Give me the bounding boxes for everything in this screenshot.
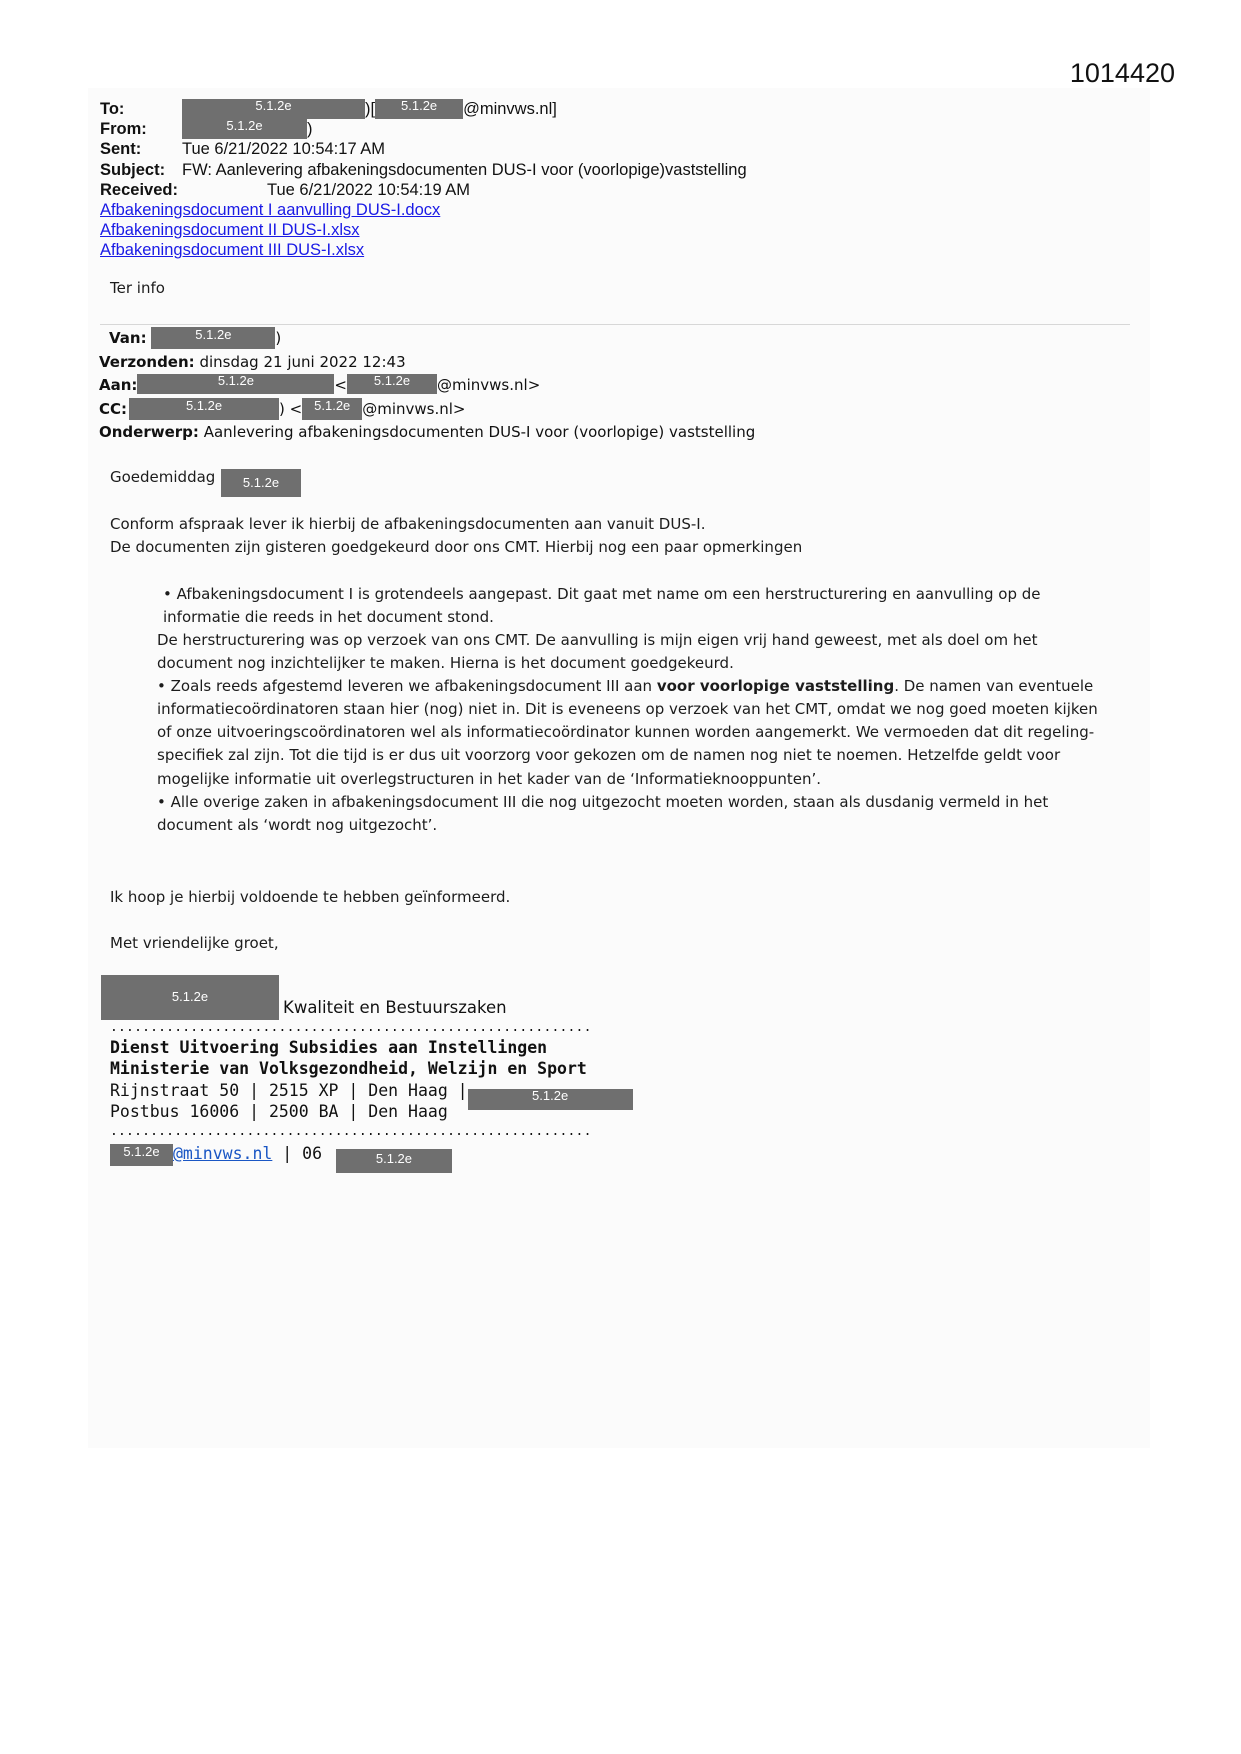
bullet-line: De herstructurering was op verzoek van ons CMT. De aanvulling is mijn eigen vrij hand geweest, met als doel om het [157, 631, 1038, 649]
onderwerp-label: Onderwerp: [99, 423, 199, 441]
bullet-line: mogelijke informatie uit overlegstructuren in het kader van de ‘Informatieknooppunten’. [157, 769, 821, 788]
divider [100, 324, 1130, 325]
signature-dots: ............................................................ [110, 1124, 592, 1139]
to-label: To: [100, 100, 125, 118]
verzonden-row [99, 351, 755, 375]
cc-label: CC: [99, 399, 128, 418]
attachment-link[interactable]: Afbakeningsdocument I aanvulling DUS-I.docx [100, 200, 441, 219]
van-close: ) [275, 329, 282, 347]
phone-prefix: | 06 [272, 1144, 323, 1163]
closing-line: Met vriendelijke groet, [110, 934, 279, 952]
bullet-line: document als ‘wordt nog uitgezocht’. [157, 815, 438, 834]
redaction-box: 5.1.2e [221, 469, 301, 497]
redaction-box: 5.1.2e [137, 374, 334, 394]
signature-department: Kwaliteit en Bestuurszaken [283, 998, 507, 1017]
from-close: ) [307, 120, 313, 139]
redaction-box: 5.1.2e [302, 398, 362, 420]
redaction-box: 5.1.2e [110, 1144, 173, 1166]
aan-lt: < [334, 376, 347, 394]
forwarded-header [99, 327, 755, 445]
signature-ministry: Ministerie van Volksgezondheid, Welzijn en Sport [110, 1059, 587, 1078]
redaction-box: 5.1.2e [151, 327, 275, 349]
sent-value: Tue 6/21/2022 10:54:17 AM [182, 140, 386, 159]
aan-label: Aan: [99, 376, 138, 394]
bullet-list-cont [157, 629, 1137, 837]
bullet-bold-text: voor voorlopige vaststelling [656, 677, 895, 696]
bullet-line: of onze uitvoeringscoördinatoren wel als informatiecoördinator kunnen worden aangemerkt. We vermoeden dat dit regeling- [157, 723, 1095, 742]
from-row [100, 119, 747, 139]
onderwerp-value: Aanlevering afbakeningsdocumenten DUS-I voor (voorlopige) vaststelling [203, 423, 756, 441]
to-row [100, 99, 747, 119]
aan-row [99, 374, 755, 398]
redaction-box: 5.1.2e [336, 1149, 452, 1173]
redaction-box: 5.1.2e [347, 374, 437, 394]
sent-label: Sent: [100, 140, 142, 159]
redaction-box: 5.1.2e [182, 99, 365, 119]
greeting: Goedemiddag [110, 468, 216, 486]
cc-domain: @minvws.nl> [362, 399, 466, 418]
bullet-line: • Alle overige zaken in afbakeningsdocument III die nog uitgezocht moeten worden, staan als dusdanig vermeld in het [157, 792, 1049, 811]
bullet-line: informatiecoördinatoren staan hier (nog) niet in. Dit is eveneens op verzoek van het CMT, omdat we nog goed moeten kijken [157, 700, 1098, 719]
document-number: 1014420 [1069, 58, 1175, 88]
signature-dots: ............................................................ [110, 1020, 592, 1035]
cc-row [99, 398, 755, 422]
bullet-line: informatie die reeds in het document stond. [163, 608, 494, 627]
aan-domain: @minvws.nl> [437, 376, 541, 394]
bullet-line: • Afbakeningsdocument I is grotendeels aangepast. Dit gaat met name om een herstructurering en aanvulling op de [163, 585, 1041, 603]
subject-label: Subject: [100, 160, 166, 179]
signature-postbus: Postbus 16006 | 2500 BA | Den Haag [110, 1102, 448, 1121]
bullet-text: . De namen van eventuele [894, 677, 1094, 696]
onderwerp-row [99, 421, 755, 445]
to-separator: )[ [365, 100, 376, 118]
verzonden-label: Verzonden: [99, 352, 195, 371]
sent-row [100, 139, 747, 159]
redaction-box: 5.1.2e [182, 119, 307, 139]
from-label: From: [100, 120, 147, 139]
email-link[interactable]: @minvws.nl [173, 1144, 273, 1163]
cc-separator: ) < [279, 399, 303, 418]
received-label: Received: [100, 180, 178, 199]
to-domain: @minvws.nl] [463, 100, 557, 118]
van-row [99, 327, 755, 351]
redaction-box: 5.1.2e [129, 398, 279, 420]
body-line: De documenten zijn gisteren goedgekeurd door ons CMT. Hierbij nog een paar opmerkingen [110, 538, 803, 556]
closing-line: Ik hoop je hierbij voldoende te hebben geïnformeerd. [110, 888, 511, 906]
bullet-line [157, 675, 1137, 698]
redaction-box: 5.1.2e [101, 975, 279, 1020]
subject-value: FW: Aanlevering afbakeningsdocumenten DUS-I voor (voorlopige)vaststelling [182, 160, 747, 179]
body-line: Conform afspraak lever ik hierbij de afbakeningsdocumenten aan vanuit DUS-I. [110, 515, 706, 533]
email-header [100, 99, 747, 261]
signature-contact [110, 1144, 452, 1173]
bullet-list [163, 583, 1143, 629]
redaction-box: 5.1.2e [468, 1089, 633, 1110]
subject-row [100, 160, 747, 180]
redaction-box: 5.1.2e [375, 99, 463, 119]
bullet-line: specifiek zal zijn. Tot die tijd is er dus uit voorzorg voor gekozen om de namen nog niet te noemen. Hetzelfde geldt voor [157, 746, 1061, 765]
attachment-link[interactable]: Afbakeningsdocument II DUS-I.xlsx [100, 221, 360, 240]
received-row [100, 180, 747, 200]
attachment-link[interactable]: Afbakeningsdocument III DUS-I.xlsx [100, 241, 365, 260]
verzonden-value: dinsdag 21 juni 2022 12:43 [199, 352, 406, 371]
address-line: Rijnstraat 50 | 2515 XP | Den Haag | [110, 1081, 468, 1100]
received-value: Tue 6/21/2022 10:54:19 AM [267, 180, 471, 199]
signature-org: Dienst Uitvoering Subsidies aan Instellingen [110, 1038, 548, 1057]
bullet-line: document nog inzichtelijker te maken. Hierna is het document goedgekeurd. [157, 654, 734, 673]
van-label: Van: [109, 329, 147, 347]
bullet-text: • Zoals reeds afgestemd leveren we afbakeningsdocument III aan [157, 677, 657, 696]
